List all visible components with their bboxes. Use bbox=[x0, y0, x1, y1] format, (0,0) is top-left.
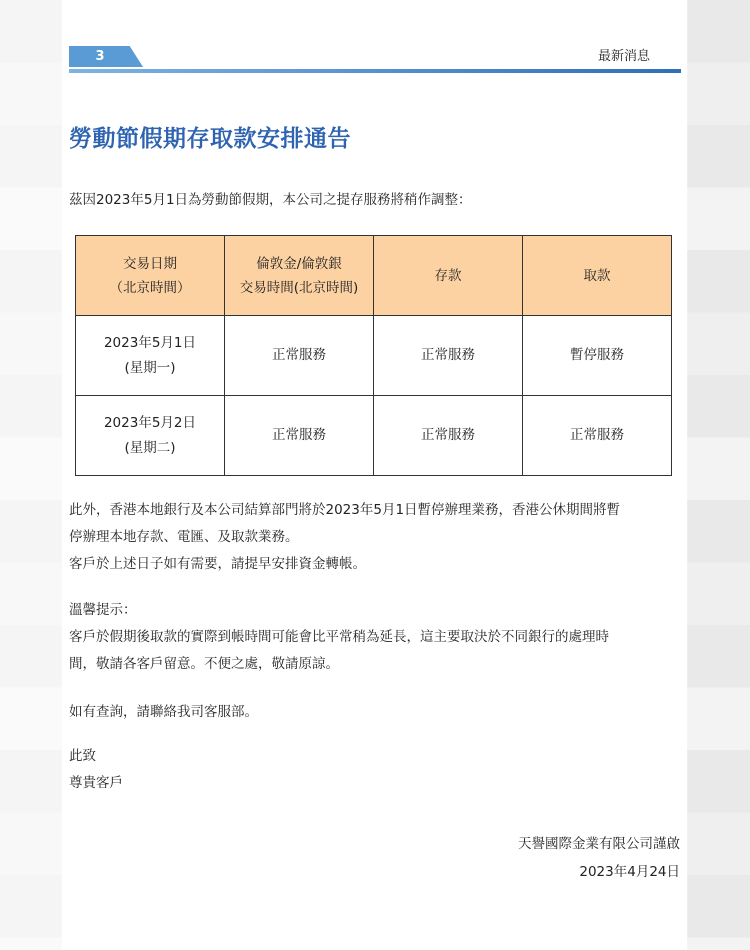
cell-date bbox=[76, 316, 225, 396]
table-row bbox=[76, 396, 672, 476]
weekday-text: (星期一) bbox=[124, 359, 176, 376]
header-trading-hours-line2: 交易時間(北京時間) bbox=[239, 279, 359, 296]
cell-trading: 正常服務 bbox=[225, 396, 374, 476]
date-text: 2023年5月2日 bbox=[103, 414, 197, 431]
service-schedule-table bbox=[75, 235, 672, 476]
section-label: 最新消息 bbox=[597, 49, 650, 64]
cell-date bbox=[76, 396, 225, 476]
header-trading-hours-line1: 倫敦金/倫敦銀 bbox=[256, 255, 342, 272]
header-divider bbox=[69, 69, 681, 73]
cell-deposit: 正常服務 bbox=[374, 396, 523, 476]
intro-text: 茲因2023年5月1日為勞動節假期，本公司之提存服務將稍作調整： bbox=[69, 192, 472, 208]
salutation bbox=[69, 743, 681, 797]
salutation-line: 此致 bbox=[69, 748, 96, 764]
paragraph-line: 客戶於上述日子如有需要，請提早安排資金轉帳。 bbox=[69, 556, 366, 572]
signature-date: 2023年4月24日 bbox=[579, 864, 680, 880]
table-row bbox=[76, 316, 672, 396]
cell-trading: 正常服務 bbox=[225, 316, 374, 396]
date-text: 2023年5月1日 bbox=[103, 334, 197, 351]
contact-paragraph: 如有查詢，請聯絡我司客服部。 bbox=[69, 704, 258, 720]
table-header-row bbox=[76, 236, 672, 316]
page-number: 3 bbox=[95, 49, 105, 64]
notice-title: 勞動節假期存取款安排通告 bbox=[69, 126, 351, 152]
header-deposit: 存款 bbox=[374, 236, 523, 316]
header-trade-date bbox=[76, 236, 225, 316]
cell-deposit: 正常服務 bbox=[374, 316, 523, 396]
signature-company: 天譽國際金業有限公司謹啟 bbox=[518, 836, 680, 852]
salutation-line: 尊貴客戶 bbox=[69, 775, 123, 791]
header-trading-hours bbox=[225, 236, 374, 316]
paragraph-line: 此外，香港本地銀行及本公司結算部門將於2023年5月1日暫停辦理業務，香港公休期間將暫 bbox=[69, 502, 621, 518]
reminder-paragraph bbox=[69, 597, 681, 678]
reminder-heading: 溫馨提示： bbox=[69, 602, 137, 618]
paragraph-line: 間，敬請各客戶留意。不便之處，敬請原諒。 bbox=[69, 656, 339, 672]
paragraph-line: 客戶於假期後取款的實際到帳時間可能會比平常稍為延長，這主要取決於不同銀行的處理時 bbox=[69, 629, 609, 645]
bank-closure-paragraph bbox=[69, 497, 681, 578]
cell-withdrawal: 正常服務 bbox=[523, 396, 672, 476]
paragraph-line: 停辦理本地存款、電匯、及取款業務。 bbox=[69, 529, 299, 545]
weekday-text: (星期二) bbox=[124, 439, 176, 456]
header-withdrawal: 取款 bbox=[523, 236, 672, 316]
header-trade-date-line1: 交易日期 bbox=[123, 255, 177, 272]
cell-withdrawal: 暫停服務 bbox=[523, 316, 672, 396]
header-trade-date-line2: （北京時間） bbox=[109, 279, 191, 296]
